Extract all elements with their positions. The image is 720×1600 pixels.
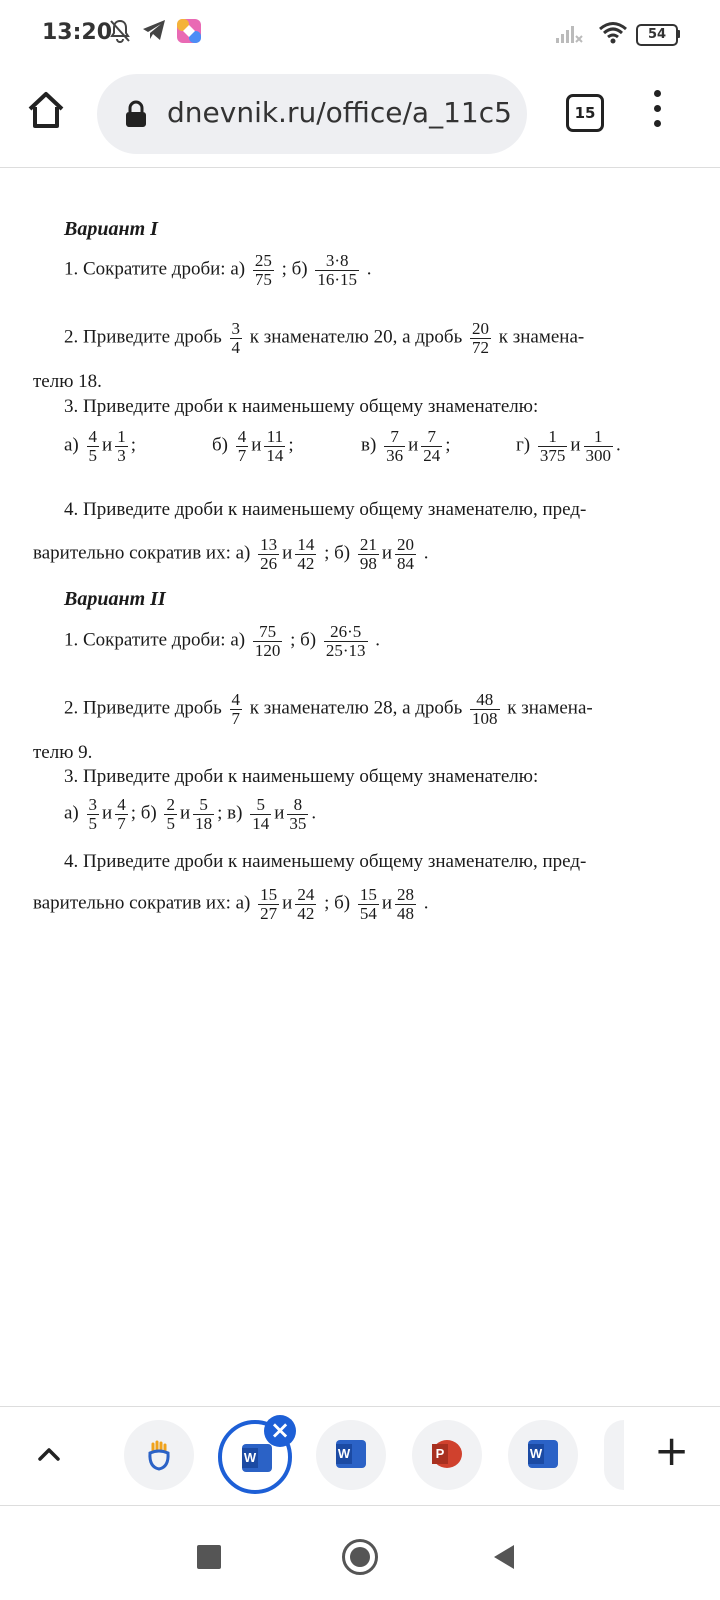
powerpoint-app-icon: [432, 1440, 462, 1468]
denominator: 72: [472, 337, 490, 357]
conjunction: и: [570, 434, 581, 456]
numerator: 4: [231, 690, 241, 709]
item-label: в): [361, 434, 377, 456]
task-text: варительно сократив их: а): [33, 892, 251, 914]
denominator: 75: [254, 269, 272, 289]
numerator: 25: [254, 251, 272, 270]
fraction: [395, 886, 416, 923]
denominator: 48: [397, 903, 415, 923]
numerator: 8: [287, 796, 308, 815]
denominator: 14: [266, 445, 284, 465]
numerator: 15: [260, 885, 278, 904]
telegram-icon: [141, 18, 167, 42]
separator: ; б): [290, 629, 317, 651]
home-nav-dot: [350, 1547, 370, 1567]
fraction: [236, 428, 249, 465]
v2-task-3: 3. Приведите дроби к наименьшему общему знаменателю:: [64, 766, 539, 787]
task-text: 2. Приведите дробь: [64, 697, 222, 719]
fraction: [395, 536, 416, 573]
conjunction: и: [251, 434, 262, 456]
fraction: [253, 623, 283, 660]
variant-1-heading: Вариант I: [64, 218, 158, 240]
denominator: 84: [397, 553, 415, 573]
separator: .: [375, 629, 381, 651]
numerator: 11: [264, 428, 285, 447]
fraction: [295, 886, 316, 923]
close-tab-icon[interactable]: ×: [264, 1415, 296, 1447]
denominator: 35: [289, 813, 307, 833]
v1-task-4-cont: [33, 536, 429, 573]
fraction: [264, 428, 285, 465]
item-label: г): [516, 434, 531, 456]
home-icon[interactable]: [26, 90, 66, 130]
separator: ; б): [324, 542, 351, 564]
fraction: [384, 428, 405, 465]
denominator: 120: [254, 640, 281, 660]
denominator: 4: [231, 337, 241, 357]
fraction: [315, 252, 359, 289]
fraction: [584, 428, 614, 465]
numerator: 26·5: [324, 623, 368, 642]
numerator: 3·8: [315, 252, 359, 271]
separator: .: [423, 542, 429, 564]
numerator: 1: [538, 428, 568, 447]
numerator: 4: [237, 427, 247, 446]
numerator: 20: [472, 319, 490, 338]
numerator: 1: [117, 427, 126, 446]
app-letter: W: [242, 1448, 258, 1468]
url-text: dnevnik.ru/office/a_11c5: [167, 96, 512, 129]
denominator: 36: [386, 445, 404, 465]
status-time: 13:20: [42, 20, 113, 45]
task-text: 1. Сократите дроби: а): [64, 258, 246, 280]
denominator: 27: [260, 903, 278, 923]
tab-powerpoint[interactable]: [412, 1420, 482, 1490]
v2-task-2: [64, 691, 593, 728]
recents-button[interactable]: [197, 1545, 221, 1569]
separator: .: [366, 258, 372, 280]
v2-task-1: [64, 623, 380, 660]
app-notification-icon: [176, 18, 202, 44]
denominator: 14: [252, 813, 270, 833]
lock-icon: [125, 100, 147, 128]
separator: ;: [288, 434, 294, 456]
separator: .: [423, 892, 429, 914]
v2-task-2-cont: телю 9.: [33, 742, 93, 763]
fraction: [287, 796, 308, 833]
v1-task-3-v: [361, 428, 451, 465]
conjunction: и: [102, 802, 113, 824]
document-viewer: [0, 168, 720, 1408]
fraction: [230, 320, 243, 357]
overflow-menu-icon[interactable]: [650, 90, 666, 135]
numerator: 2: [166, 795, 175, 814]
numerator: 5: [193, 796, 214, 815]
numerator: 5: [250, 796, 271, 815]
separator: ; б): [281, 258, 308, 280]
separator: .: [616, 434, 621, 456]
separator: ;: [445, 434, 451, 456]
status-bar: [0, 0, 720, 66]
conjunction: и: [274, 802, 285, 824]
task-text: к знаменателю 28, а дробь: [249, 697, 463, 719]
fraction: [115, 796, 128, 833]
v1-task-1: [64, 252, 372, 289]
fraction: [421, 428, 442, 465]
denominator: 7: [231, 708, 241, 728]
v1-task-3-a: [64, 428, 136, 465]
task-text: 2. Приведите дробь: [64, 326, 222, 348]
numerator: 15: [359, 885, 377, 904]
denominator: 24: [423, 445, 441, 465]
conjunction: и: [408, 434, 419, 456]
fraction: [253, 252, 274, 289]
conjunction: и: [282, 542, 293, 564]
chevron-up-icon[interactable]: [36, 1441, 62, 1467]
v1-task-4: 4. Приведите дроби к наименьшему общему знаменателю, пред-: [64, 499, 587, 520]
battery-tip: [677, 30, 680, 38]
numerator: 4: [117, 795, 126, 814]
v2-task-4-cont: [33, 886, 429, 923]
address-bar[interactable]: [97, 74, 527, 154]
denominator: 5: [166, 813, 175, 833]
v2-task-4: 4. Приведите дроби к наименьшему общему знаменателю, пред-: [64, 851, 587, 872]
fraction: [258, 536, 279, 573]
numerator: 14: [297, 535, 315, 554]
tab-dnevnik[interactable]: [124, 1420, 194, 1490]
denominator: 42: [297, 903, 315, 923]
denominator: 300: [585, 445, 612, 465]
fraction: [250, 796, 271, 833]
v1-task-3: 3. Приведите дроби к наименьшему общему знаменателю:: [64, 396, 539, 417]
fraction: [193, 796, 214, 833]
v1-task-3-b: [212, 428, 294, 465]
wifi-icon: [598, 20, 628, 46]
task-text: 1. Сократите дроби: а): [64, 629, 246, 651]
home-nav-button[interactable]: [342, 1539, 378, 1575]
fraction: [358, 886, 379, 923]
numerator: 48: [470, 691, 500, 710]
numerator: 21: [359, 535, 377, 554]
separator: ;: [130, 434, 136, 456]
conjunction: и: [381, 542, 393, 564]
denominator: 16·15: [317, 269, 358, 289]
task-text: к знаменателю 20, а дробь: [249, 326, 463, 348]
fraction: [230, 691, 243, 728]
denominator: 25·13: [325, 640, 366, 660]
task-text: варительно сократив их: а): [33, 542, 251, 564]
v2-task-3-items: [64, 796, 316, 833]
dnevnik-hand-icon: [145, 1439, 173, 1471]
battery-indicator: [636, 24, 678, 46]
denominator: 98: [359, 553, 377, 573]
fraction: [324, 623, 368, 660]
numerator: 24: [297, 885, 315, 904]
numerator: 4: [88, 427, 98, 446]
numerator: 3: [231, 319, 241, 338]
fraction: [258, 886, 279, 923]
item-label: ; б): [130, 802, 157, 824]
tab-word-2[interactable]: [316, 1420, 386, 1490]
conjunction: и: [102, 434, 113, 456]
item-label: а): [64, 434, 79, 456]
tab-partial[interactable]: [604, 1420, 624, 1490]
browser-toolbar: [0, 66, 720, 166]
word-app-icon: [242, 1444, 272, 1472]
item-label: б): [212, 434, 228, 456]
word-app-icon: [528, 1440, 558, 1468]
new-tab-button[interactable]: +: [654, 1426, 690, 1475]
variant-2-heading: Вариант II: [64, 588, 166, 610]
fraction: [358, 536, 379, 573]
numerator: 3: [88, 795, 98, 814]
back-nav-icon[interactable]: [492, 1543, 516, 1571]
denominator: 108: [472, 708, 498, 728]
denominator: 375: [539, 445, 566, 465]
separator: .: [311, 802, 317, 824]
fraction: [295, 536, 316, 573]
denominator: 5: [88, 445, 98, 465]
v1-task-3-g: [516, 428, 621, 465]
conjunction: и: [282, 892, 293, 914]
item-label: ; в): [217, 802, 243, 824]
bell-off-icon: [108, 18, 132, 44]
numerator: 75: [253, 623, 283, 642]
tab-switcher-button[interactable]: 15: [566, 94, 604, 132]
conjunction: и: [179, 802, 191, 824]
conjunction: и: [381, 892, 393, 914]
app-letter: W: [528, 1444, 544, 1464]
denominator: 54: [359, 903, 377, 923]
denominator: 18: [195, 813, 213, 833]
fraction: [164, 796, 177, 833]
v1-task-2-cont: телю 18.: [33, 371, 102, 392]
fraction: [470, 320, 491, 357]
denominator: 7: [237, 445, 247, 465]
denominator: 26: [260, 553, 278, 573]
signal-icon: [554, 22, 584, 46]
fraction: [470, 691, 500, 728]
word-app-icon: [336, 1440, 366, 1468]
fraction: [538, 428, 568, 465]
numerator: 20: [397, 535, 415, 554]
numerator: 1: [584, 428, 614, 447]
app-letter: W: [336, 1444, 352, 1464]
app-letter: P: [432, 1444, 448, 1464]
denominator: 3: [117, 445, 126, 465]
numerator: 28: [397, 885, 415, 904]
numerator: 13: [260, 535, 278, 554]
denominator: 42: [297, 553, 315, 573]
tab-strip: [0, 1406, 720, 1506]
denominator: 5: [88, 813, 98, 833]
separator: ; б): [324, 892, 351, 914]
battery-level: 54: [647, 27, 667, 42]
item-label: а): [64, 802, 79, 824]
numerator: 7: [384, 428, 405, 447]
denominator: 7: [117, 813, 126, 833]
numerator: 7: [421, 428, 442, 447]
system-nav-bar: [0, 1505, 720, 1600]
fraction: [87, 796, 100, 833]
task-text: к знамена-: [507, 697, 593, 719]
fraction: [87, 428, 100, 465]
tab-word-3[interactable]: [508, 1420, 578, 1490]
fraction: [115, 428, 128, 465]
v1-task-2: [64, 320, 584, 357]
task-text: к знамена-: [498, 326, 585, 348]
